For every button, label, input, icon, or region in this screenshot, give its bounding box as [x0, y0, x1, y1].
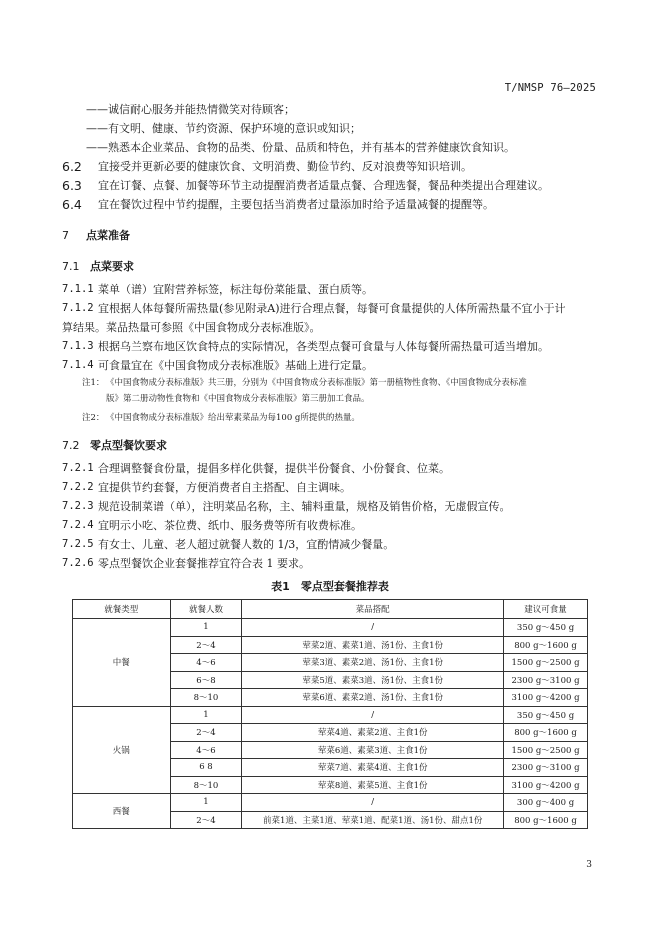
dish-combo-cell: 荤菜3道、素菜2道、汤1份、主食1份 [242, 654, 504, 672]
clause-number: 6.2 [62, 159, 82, 174]
table-row [73, 619, 588, 637]
suggested-amount-cell: 350 g～450 g [504, 619, 588, 637]
clause-7-1-4 [62, 356, 598, 375]
clause-7-1-1 [62, 280, 598, 299]
meal-recommendation-table [72, 599, 588, 829]
suggested-amount-cell: 300 g～400 g [504, 794, 588, 812]
meal-type-cell: 中餐 [73, 619, 171, 707]
clause-number: 6.3 [62, 178, 82, 193]
clause-7-2-2 [62, 478, 598, 497]
clause-7-2-3 [62, 497, 598, 516]
section-title: 点菜要求 [90, 260, 134, 273]
clause-7-2-5 [62, 535, 598, 554]
section-7-heading [62, 226, 598, 245]
clause-number: 6.4 [62, 197, 82, 212]
clause-text: 根据乌兰察布地区饮食特点的实际情况，各类型点餐可食量与人体每餐所需热量可适当增加。 [98, 340, 549, 353]
page-content [62, 100, 598, 829]
note-tag: 注2： [82, 413, 105, 423]
column-header: 就餐人数 [170, 600, 242, 619]
clause-text: 有女士、儿童、老人超过就餐人数的 1/3，宜酌情减少餐量。 [98, 538, 395, 551]
meal-type-cell: 西餐 [73, 794, 171, 829]
section-number: 7 [62, 229, 69, 242]
people-count-cell: 1 [170, 794, 242, 812]
dish-combo-cell: / [242, 619, 504, 637]
clause-6-3 [62, 176, 598, 195]
clause-number: 7.1.3 [62, 340, 94, 352]
suggested-amount-cell: 800 g～1600 g [504, 636, 588, 654]
suggested-amount-cell: 800 g～1600 g [504, 811, 588, 829]
people-count-cell: 2～4 [170, 811, 242, 829]
dish-combo-cell: 荤菜8道、素菜5道、主食1份 [242, 776, 504, 794]
dish-combo-cell: 荤菜4道、素菜2道、主食1份 [242, 724, 504, 742]
clause-text: 宜接受并更新必要的健康饮食、文明消费、勤俭节约、反对浪费等知识培训。 [98, 160, 472, 173]
section-number: 7.1 [62, 260, 80, 273]
column-header: 就餐类型 [73, 600, 171, 619]
dish-combo-cell: 前菜1道、主菜1道、荤菜1道、配菜1道、汤1份、甜点1份 [242, 811, 504, 829]
clause-number: 7.2.4 [62, 519, 94, 531]
clause-text: 菜单（谱）宜附营养标签，标注每份菜能量、蛋白质等。 [98, 283, 373, 296]
note-text: 《中国食物成分表标准版》给出荤素菜品为每100 g所提供的热量。 [106, 413, 360, 423]
clause-number: 7.2.6 [62, 557, 94, 569]
section-7-2-heading [62, 436, 598, 455]
table-body [73, 619, 588, 829]
clause-text: 规范设制菜谱（单），注明菜品名称，主、辅料重量，规格及销售价格，无虚假宣传。 [98, 500, 511, 513]
people-count-cell: 4～6 [170, 654, 242, 672]
suggested-amount-cell: 1500 g～2500 g [504, 741, 588, 759]
suggested-amount-cell: 2300 g～3100 g [504, 671, 588, 689]
clause-text: 宜在订餐、点餐、加餐等环节主动提醒消费者适量点餐、合理选餐，餐品种类提出合理建议。 [98, 179, 549, 192]
dish-combo-cell: / [242, 706, 504, 724]
clause-7-1-2 [62, 299, 598, 318]
section-number: 7.2 [62, 439, 80, 452]
dash-item: ——有文明、健康、节约资源、保护环境的意识或知识； [86, 122, 361, 135]
standard-code: T/NMSP 76—2025 [504, 82, 596, 94]
note-text: 《中国食物成分表标准版》共三册，分别为《中国食物成分表标准版》第一册植物性食物、《中国食物成分表标准 [106, 378, 527, 388]
dish-combo-cell: 荤菜5道、素菜3道、汤1份、主食1份 [242, 671, 504, 689]
meal-type-cell: 火锅 [73, 706, 171, 794]
clause-text: 宜明示小吃、茶位费、纸巾、服务费等所有收费标准。 [98, 519, 362, 532]
clause-7-2-6 [62, 554, 598, 573]
page-number: 3 [586, 860, 592, 870]
clause-number: 7.1.1 [62, 283, 94, 295]
people-count-cell: 6 8 [170, 759, 242, 777]
suggested-amount-cell: 1500 g～2500 g [504, 654, 588, 672]
people-count-cell: 8～10 [170, 689, 242, 707]
suggested-amount-cell: 3100 g～4200 g [504, 689, 588, 707]
clause-number: 7.2.1 [62, 462, 94, 474]
clause-text: 宜根据人体每餐所需热量(参见附录A)进行合理点餐，每餐可食量提供的人体所需热量不宜小于计 [98, 302, 566, 315]
dash-item: ——熟悉本企业菜品、食物的品类、份量、品质和特色，并有基本的营养健康饮食知识。 [86, 141, 515, 154]
clause-text: 合理调整餐食份量，提倡多样化供餐，提供半份餐食、小份餐食、位菜。 [98, 462, 450, 475]
clause-text: 宜提供节约套餐，方便消费者自主搭配、自主调味。 [98, 481, 351, 494]
clause-6-4 [62, 195, 598, 214]
table-row [73, 706, 588, 724]
clause-number: 7.2.5 [62, 538, 94, 550]
clause-number: 7.1.4 [62, 359, 94, 371]
table-row [73, 794, 588, 812]
note-1 [62, 375, 598, 407]
dish-combo-cell: / [242, 794, 504, 812]
clause-7-1-3 [62, 337, 598, 356]
column-header: 建议可食量 [504, 600, 588, 619]
dish-combo-cell: 荤菜7道、素菜4道、主食1份 [242, 759, 504, 777]
people-count-cell: 1 [170, 706, 242, 724]
clause-number: 7.2.2 [62, 481, 94, 493]
dash-item: ——诚信耐心服务并能热情微笑对待顾客； [86, 103, 295, 116]
clause-text: 零点型餐饮企业套餐推荐宜符合表 1 要求。 [98, 557, 310, 570]
clause-6-2 [62, 157, 598, 176]
clause-number: 7.2.3 [62, 500, 94, 512]
dish-combo-cell: 荤菜6道、素菜2道、汤1份、主食1份 [242, 689, 504, 707]
clause-text: 宜在餐饮过程中节约提醒，主要包括当消费者过量添加时给予适量减餐的提醒等。 [98, 198, 494, 211]
people-count-cell: 2～4 [170, 724, 242, 742]
note-2 [62, 410, 598, 426]
table-header-row [73, 600, 588, 619]
dish-combo-cell: 荤菜6道、素菜3道、主食1份 [242, 741, 504, 759]
table-title: 表1 零点型套餐推荐表 [271, 580, 389, 593]
clause-7-2-4 [62, 516, 598, 535]
suggested-amount-cell: 350 g～450 g [504, 706, 588, 724]
clause-7-2-1 [62, 459, 598, 478]
note-text-cont: 版》第二册动物性食物和《中国食物成分表标准版》第三册加工食品。 [106, 394, 370, 404]
dish-combo-cell: 荤菜2道、素菜1道、汤1份、主食1份 [242, 636, 504, 654]
note-tag: 注1： [82, 378, 105, 388]
people-count-cell: 8～10 [170, 776, 242, 794]
column-header: 菜品搭配 [242, 600, 504, 619]
people-count-cell: 2～4 [170, 636, 242, 654]
section-title: 零点型餐饮要求 [90, 439, 167, 452]
people-count-cell: 4～6 [170, 741, 242, 759]
clause-number: 7.1.2 [62, 302, 94, 314]
clause-7-1-2-cont: 算结果。菜品热量可参照《中国食物成分表标准版》。 [62, 321, 321, 334]
section-title: 点菜准备 [86, 229, 130, 242]
people-count-cell: 6～8 [170, 671, 242, 689]
people-count-cell: 1 [170, 619, 242, 637]
section-7-1-heading [62, 257, 598, 276]
suggested-amount-cell: 800 g～1600 g [504, 724, 588, 742]
clause-text: 可食量宜在《中国食物成分表标准版》基础上进行定量。 [98, 359, 373, 372]
suggested-amount-cell: 2300 g～3100 g [504, 759, 588, 777]
suggested-amount-cell: 3100 g～4200 g [504, 776, 588, 794]
